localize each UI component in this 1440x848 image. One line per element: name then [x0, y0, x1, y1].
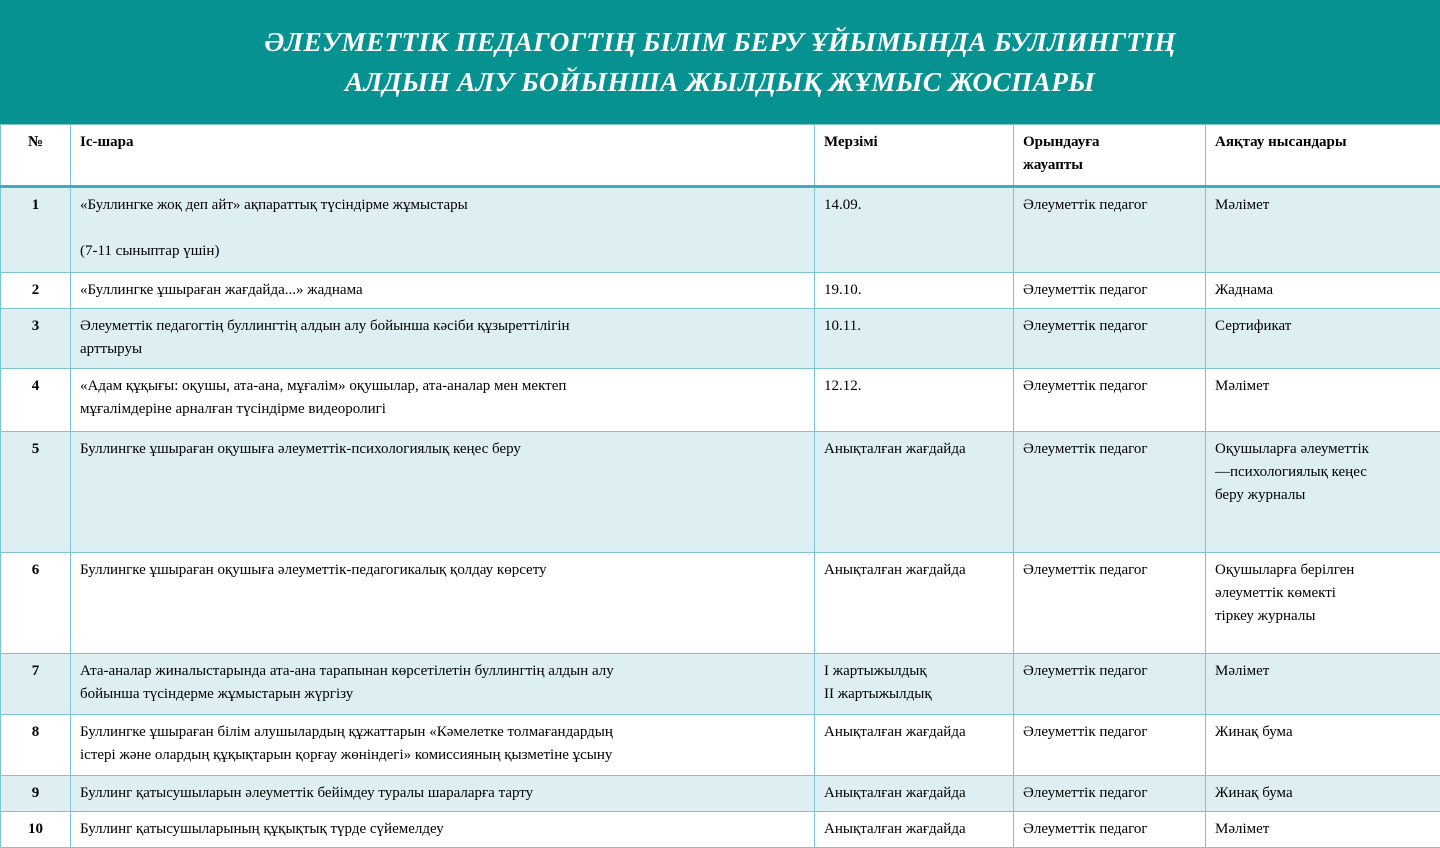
row-activity — [71, 432, 815, 553]
activity-line-2: бойынша түсіндерме жұмыстарын жүргізу — [80, 683, 806, 706]
row-number: 4 — [1, 369, 71, 432]
table-row — [1, 187, 1440, 273]
activity-line-1: Буллинг қатысушыларының құқықтық түрде сүйемелдеу — [80, 818, 806, 841]
completion-form-line-2: —психологиялық кеңес — [1215, 461, 1432, 484]
activity-line-1: «Буллингке жоқ деп айт» ақпараттық түсіндірме жұмыстары — [80, 194, 806, 217]
row-completion-form — [1206, 273, 1440, 309]
row-term: 19.10. — [815, 273, 1014, 309]
activity-line-2: арттыруы — [80, 338, 806, 361]
row-number: 10 — [1, 812, 71, 848]
row-completion-form — [1206, 369, 1440, 432]
row-responsible: Әлеуметтік педагог — [1014, 432, 1206, 553]
table-row — [1, 812, 1440, 848]
table-row — [1, 776, 1440, 812]
completion-form-line-1: Мәлімет — [1215, 194, 1432, 217]
row-term: 14.09. — [815, 187, 1014, 273]
row-completion-form — [1206, 715, 1440, 776]
table-header — [1, 125, 1440, 187]
row-number: 6 — [1, 553, 71, 654]
row-responsible: Әлеуметтік педагог — [1014, 369, 1206, 432]
activity-line-1: Ата-аналар жиналыстарында ата-ана тарапынан көрсетілетін буллингтің алдын алу — [80, 660, 806, 683]
row-term: 10.11. — [815, 309, 1014, 369]
column-header-number: № — [1, 125, 71, 187]
completion-form-line-1: Мәлімет — [1215, 818, 1432, 841]
completion-form-line-1: Оқушыларға әлеуметтік — [1215, 438, 1432, 461]
table-body — [1, 187, 1440, 848]
table-row — [1, 309, 1440, 369]
activity-line-1: «Адам құқығы: оқушы, ата-ана, мұғалім» оқушылар, ата-аналар мен мектеп — [80, 375, 806, 398]
completion-form-line-3: беру журналы — [1215, 484, 1432, 507]
row-completion-form — [1206, 812, 1440, 848]
row-activity — [71, 812, 815, 848]
activity-line-1: Әлеуметтік педагогтің буллингтің алдын алу бойынша кәсіби құзыреттілігін — [80, 315, 806, 338]
table-header-row — [1, 125, 1440, 187]
row-activity — [71, 654, 815, 715]
activity-line-1: Буллингке ұшыраған білім алушылардың құжаттарын «Кәмелетке толмағандардың — [80, 721, 806, 744]
completion-form-line-1: Жаднама — [1215, 279, 1432, 302]
row-completion-form — [1206, 187, 1440, 273]
table-row — [1, 432, 1440, 553]
row-activity — [71, 553, 815, 654]
row-activity — [71, 715, 815, 776]
row-number: 8 — [1, 715, 71, 776]
term-line-1: І жартыжылдық — [824, 660, 1005, 683]
completion-form-line-2: әлеуметтік көмекті — [1215, 582, 1432, 605]
completion-form-line-1: Мәлімет — [1215, 375, 1432, 398]
completion-form-line-1: Мәлімет — [1215, 660, 1432, 683]
table-row — [1, 715, 1440, 776]
row-activity — [71, 187, 815, 273]
row-responsible: Әлеуметтік педагог — [1014, 812, 1206, 848]
page-title-line-1: ӘЛЕУМЕТТІК ПЕДАГОГТІҢ БІЛІМ БЕРУ ҰЙЫМЫНДА БУЛЛИНГТІҢ — [264, 22, 1175, 62]
completion-form-line-1: Сертификат — [1215, 315, 1432, 338]
completion-form-line-1: Жинақ бума — [1215, 721, 1432, 744]
column-header-activity: Іс-шара — [71, 125, 815, 187]
column-header-responsible-line-2: жауапты — [1023, 154, 1197, 177]
activity-line-1: Буллингке ұшыраған оқушыға әлеуметтік-психологиялық кеңес беру — [80, 438, 806, 461]
document-title-banner — [0, 0, 1440, 124]
completion-form-line-3: тіркеу журналы — [1215, 605, 1432, 628]
row-activity — [71, 273, 815, 309]
table-row — [1, 273, 1440, 309]
row-responsible: Әлеуметтік педагог — [1014, 715, 1206, 776]
row-activity — [71, 309, 815, 369]
table-row — [1, 553, 1440, 654]
activity-line-2: мұғалімдеріне арналған түсіндірме видеоролигі — [80, 398, 806, 421]
row-number: 9 — [1, 776, 71, 812]
row-completion-form — [1206, 309, 1440, 369]
row-responsible: Әлеуметтік педагог — [1014, 273, 1206, 309]
row-term: 12.12. — [815, 369, 1014, 432]
row-responsible: Әлеуметтік педагог — [1014, 654, 1206, 715]
column-header-term: Мерзімі — [815, 125, 1014, 187]
row-responsible: Әлеуметтік педагог — [1014, 553, 1206, 654]
row-responsible: Әлеуметтік педагог — [1014, 776, 1206, 812]
row-activity — [71, 776, 815, 812]
column-header-responsible-line-1: Орындауға — [1023, 131, 1197, 154]
row-term — [815, 654, 1014, 715]
row-number: 1 — [1, 187, 71, 273]
activity-line-1: «Буллингке ұшыраған жағдайда...» жаднама — [80, 279, 806, 302]
row-responsible: Әлеуметтік педагог — [1014, 309, 1206, 369]
row-term: Анықталған жағдайда — [815, 432, 1014, 553]
table-row — [1, 654, 1440, 715]
activity-line-2: істері және олардың құқықтарын қорғау жөніндегі» комиссияның қызметіне ұсыну — [80, 744, 806, 767]
activity-line-1: Буллингке ұшыраған оқушыға әлеуметтік-педагогикалық қолдау көрсету — [80, 559, 806, 582]
completion-form-line-1: Жинақ бума — [1215, 782, 1432, 805]
row-number: 3 — [1, 309, 71, 369]
page-title-line-2: АЛДЫН АЛУ БОЙЫНША ЖЫЛДЫҚ ЖҰМЫС ЖОСПАРЫ — [345, 62, 1095, 102]
table-row — [1, 369, 1440, 432]
row-completion-form — [1206, 432, 1440, 553]
row-number: 2 — [1, 273, 71, 309]
row-number: 7 — [1, 654, 71, 715]
row-term: Анықталған жағдайда — [815, 715, 1014, 776]
row-number: 5 — [1, 432, 71, 553]
annual-work-plan-table — [0, 124, 1440, 848]
row-term: Анықталған жағдайда — [815, 812, 1014, 848]
column-header-completion-form: Аяқтау нысандары — [1206, 125, 1440, 187]
term-line-2: ІІ жартыжылдық — [824, 683, 1005, 706]
completion-form-line-1: Оқушыларға берілген — [1215, 559, 1432, 582]
activity-line-2: (7-11 сыныптар үшін) — [80, 240, 806, 263]
row-responsible: Әлеуметтік педагог — [1014, 187, 1206, 273]
row-term: Анықталған жағдайда — [815, 553, 1014, 654]
row-completion-form — [1206, 654, 1440, 715]
row-activity — [71, 369, 815, 432]
activity-line-1: Буллинг қатысушыларын әлеуметтік бейімдеу туралы шараларға тарту — [80, 782, 806, 805]
row-completion-form — [1206, 776, 1440, 812]
activity-spacer — [80, 217, 806, 240]
row-term: Анықталған жағдайда — [815, 776, 1014, 812]
row-completion-form — [1206, 553, 1440, 654]
column-header-responsible — [1014, 125, 1206, 187]
